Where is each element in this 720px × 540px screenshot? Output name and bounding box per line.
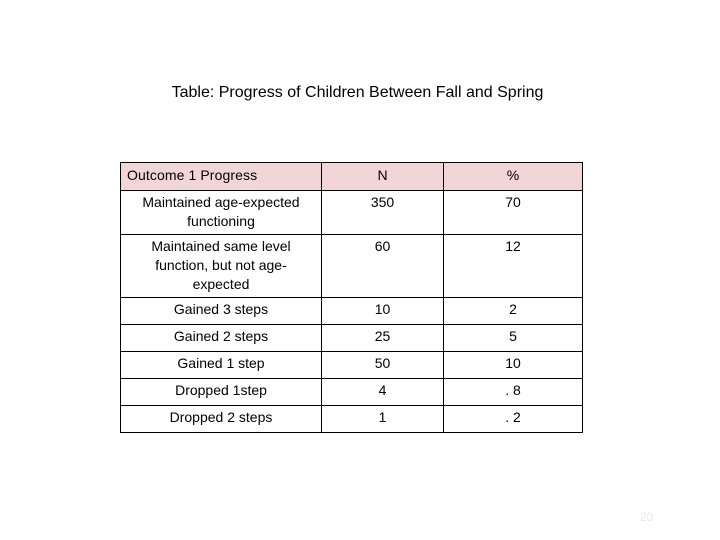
table-row <box>121 352 583 379</box>
row-n: 1 <box>322 406 444 433</box>
row-label: Maintained same level function, but not age-expected <box>121 235 322 298</box>
table-row <box>121 298 583 325</box>
row-percent: 70 <box>444 191 583 235</box>
row-label: Maintained age-expected functioning <box>121 191 322 235</box>
table-row <box>121 406 583 433</box>
row-percent: 10 <box>444 352 583 379</box>
row-label: Gained 2 steps <box>121 325 322 352</box>
row-percent: . 8 <box>444 379 583 406</box>
table-row <box>121 325 583 352</box>
row-label: Gained 3 steps <box>121 298 322 325</box>
row-n: 60 <box>322 235 444 298</box>
table-row <box>121 235 583 298</box>
row-n: 25 <box>322 325 444 352</box>
table-row <box>121 191 583 235</box>
row-n: 4 <box>322 379 444 406</box>
row-n: 10 <box>322 298 444 325</box>
header-outcome-progress: Outcome 1 Progress <box>121 163 322 191</box>
row-percent: 2 <box>444 298 583 325</box>
row-label: Dropped 1step <box>121 379 322 406</box>
row-n: 50 <box>322 352 444 379</box>
row-percent: . 2 <box>444 406 583 433</box>
table-row <box>121 379 583 406</box>
row-n: 350 <box>322 191 444 235</box>
header-n: N <box>322 163 444 191</box>
slide-number: 20 <box>640 510 654 524</box>
row-label: Dropped 2 steps <box>121 406 322 433</box>
table-header-row <box>121 163 583 191</box>
table-title: Table: Progress of Children Between Fall and Spring <box>171 84 544 101</box>
row-percent: 12 <box>444 235 583 298</box>
row-percent: 5 <box>444 325 583 352</box>
row-label: Gained 1 step <box>121 352 322 379</box>
progress-table <box>120 162 583 433</box>
header-percent: % <box>444 163 583 191</box>
